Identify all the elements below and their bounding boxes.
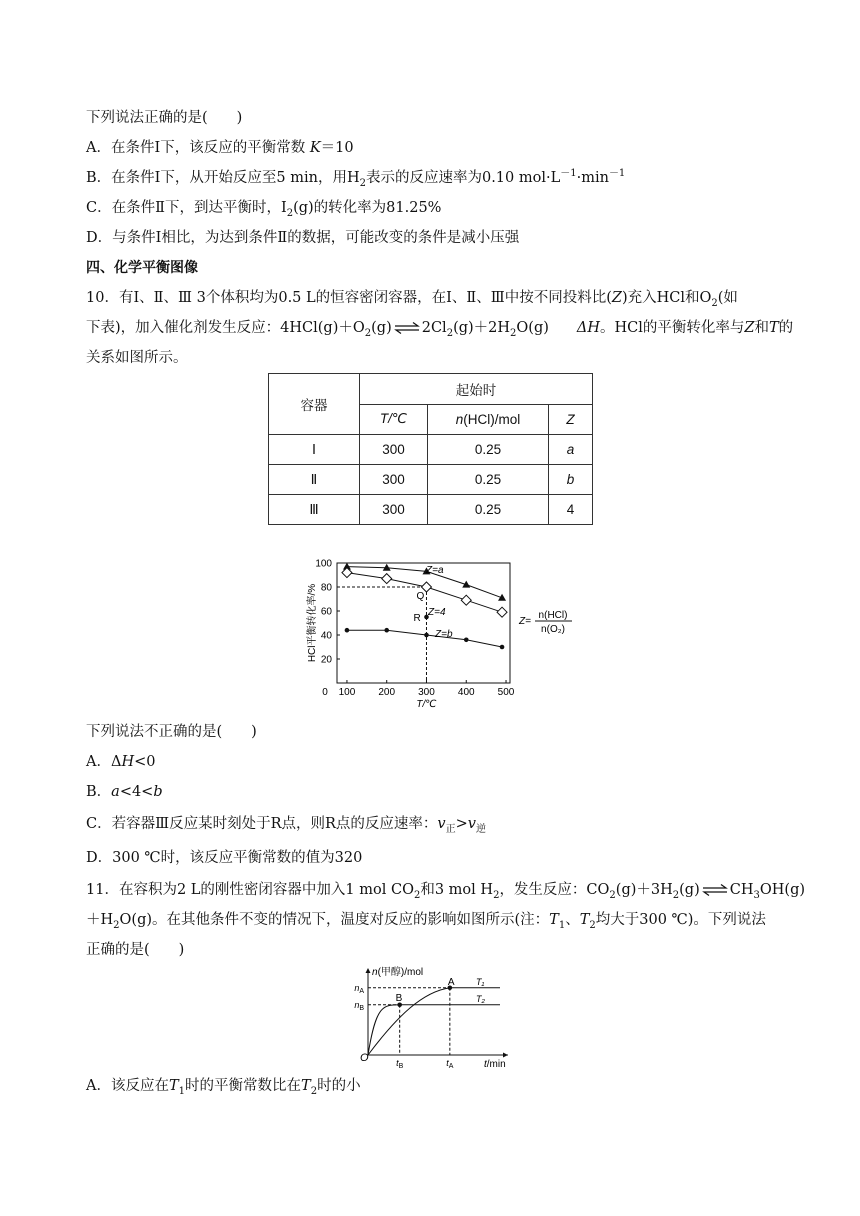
z-formula-lhs: Z= <box>519 616 531 627</box>
q11-stem-line1: 11．在容积为2 L的刚性密闭容器中加入1 mol $CO_2$和3 mol $H_2$，发生反应：$CO_2(g)+3H_2(g)$ $CH_3OH(g)$ <box>86 882 806 901</box>
y-tick-label: 60 <box>320 606 332 618</box>
y-mark-nb: $n_B$ <box>354 999 364 1012</box>
table-cell-ratio: 4 <box>549 495 593 525</box>
table-row <box>269 495 593 525</box>
table-row <box>269 435 593 465</box>
q11-option-a: A．该反应在$T_1$时的平衡常数比在$T_2$时的小 <box>86 1078 361 1097</box>
origin-label: O <box>360 1052 369 1064</box>
q-label: Q <box>416 591 425 602</box>
series-label: Z=4 <box>428 607 446 618</box>
q10-stem-line3: 关系如图所示。 <box>86 350 188 366</box>
q10-question: 下列说法不正确的是( ) <box>86 724 257 740</box>
x-tick-label: 400 <box>457 687 475 698</box>
q9-option-b: B．在条件Ⅰ下，从开始反应至5 min，用$H_2$表示的反应速率为0.10 $mol\cdot L^{-1}\cdot\min^{-1}$ <box>86 168 626 189</box>
q11-stem-line2: $+H_2O(g)$。在其他条件不变的情况下，温度对反应的影响如图所示(注：$T_1$、$T_2$均大于300 ℃)。下列说法 <box>86 912 766 931</box>
table-cell-temperature: 300 <box>360 435 428 465</box>
table-cell-ratio: b <box>549 465 593 495</box>
hcl-conversion-chart <box>0 548 860 713</box>
series-label-t1: T₁ <box>476 976 485 987</box>
circle-point <box>424 633 429 638</box>
equilibrium-arrow-icon <box>394 322 420 334</box>
y-axis-label: HCl平衡转化率/% <box>307 583 318 663</box>
series-line <box>347 573 502 613</box>
series-label: Z=a <box>426 565 444 576</box>
table-cell-container: Ⅰ <box>269 435 360 465</box>
x-axis-label: T/℃ <box>416 699 437 710</box>
r-label: R <box>413 613 421 624</box>
x-axis-arrow-icon <box>503 1053 508 1058</box>
table-cell-amount: 0.25 <box>428 435 549 465</box>
equilibrium-arrow-icon <box>702 884 728 896</box>
point-b-label: B <box>395 992 403 1004</box>
section-heading: 四、化学平衡图像 <box>86 260 198 276</box>
table-cell-container: Ⅲ <box>269 495 360 525</box>
series-label: Z=b <box>435 629 453 640</box>
q10-stem-line2: 下表)，加入催化剂发生反应：$4HCl(g)+O_2(g)$ $2Cl_2(g)+2H_2O(g)$ ΔH。HCl的平衡转化率与Z和T的 <box>86 320 794 339</box>
q10-option-a: A．ΔH<0 <box>86 754 156 770</box>
y-axis-label: n(甲醇)/mol <box>372 967 424 978</box>
diamond-point <box>497 607 507 617</box>
y-tick-label: 100 <box>315 558 332 570</box>
y-tick-label: 40 <box>320 630 332 642</box>
y-tick-label: 20 <box>320 654 332 666</box>
table-cell-amount: 0.25 <box>428 465 549 495</box>
q10-option-d: D．300 ℃时，该反应平衡常数的值为320 <box>86 850 363 866</box>
q10-option-b: B．a<4<b <box>86 784 163 800</box>
x-tick-label: 500 <box>497 687 515 698</box>
circle-point <box>345 628 350 633</box>
table-cell-temperature: 300 <box>360 465 428 495</box>
z-formula-numerator: n(HCl) <box>538 610 568 621</box>
q9-option-c: C．在条件Ⅱ下，到达平衡时，$I_2(g)$的转化率为81.25% <box>86 200 442 219</box>
table-header-amount: n(HCl)/mol <box>428 404 549 435</box>
x-mark-tb: $t_B$ <box>396 1058 404 1070</box>
y-mark-na: $n_A$ <box>354 982 364 995</box>
plot-frame <box>337 563 510 683</box>
table-header-start: 起始时 <box>360 374 593 405</box>
y-tick-label: 80 <box>320 582 332 594</box>
methanol-chart <box>0 964 860 1074</box>
table-cell-ratio: a <box>549 435 593 465</box>
circle-point <box>464 638 469 643</box>
series-line <box>347 630 502 647</box>
x-tick-label: 100 <box>338 687 356 698</box>
table-cell-temperature: 300 <box>360 495 428 525</box>
q11-stem-line3: 正确的是( ) <box>86 942 185 958</box>
diamond-point <box>461 595 471 605</box>
table-header-temperature: T/℃ <box>360 404 428 435</box>
q9-option-d: D．与条件Ⅰ相比，为达到条件Ⅱ的数据，可能改变的条件是减小压强 <box>86 230 520 246</box>
origin-label: 0 <box>322 687 328 698</box>
series-label-t2: T₂ <box>476 993 485 1004</box>
table-cell-amount: 0.25 <box>428 495 549 525</box>
x-tick-label: 200 <box>378 687 396 698</box>
y-axis-arrow-icon <box>366 968 371 973</box>
q9-stem: 下列说法正确的是( ) <box>86 110 243 126</box>
x-axis-label: t/min <box>484 1059 506 1070</box>
table-header-container: 容器 <box>269 374 360 435</box>
circle-point <box>384 628 389 633</box>
table-cell-container: Ⅱ <box>269 465 360 495</box>
x-tick-label: 300 <box>418 687 435 698</box>
diamond-point <box>382 574 392 584</box>
table-row <box>269 465 593 495</box>
q9-option-a: A．在条件Ⅰ下，该反应的平衡常数 K＝10 <box>86 140 354 156</box>
q10-stem-line1: 10．有Ⅰ、Ⅱ、Ⅲ 3个体积均为0.5 L的恒容密闭容器，在Ⅰ、Ⅱ、Ⅲ中按不同投料比(Z)充入HCl和$O_2$(如 <box>86 290 738 309</box>
x-mark-ta: $t_A$ <box>446 1058 454 1070</box>
q10-data-table <box>268 373 593 525</box>
q10-option-c: C．若容器Ⅲ反应某时刻处于R点，则R点的反应速率：$v_正>v_逆$ <box>86 816 486 835</box>
table-header-ratio: Z <box>549 404 593 435</box>
circle-point <box>500 645 505 650</box>
point-a-label: A <box>447 976 455 988</box>
z-formula-denominator: n(O₂) <box>541 624 565 635</box>
